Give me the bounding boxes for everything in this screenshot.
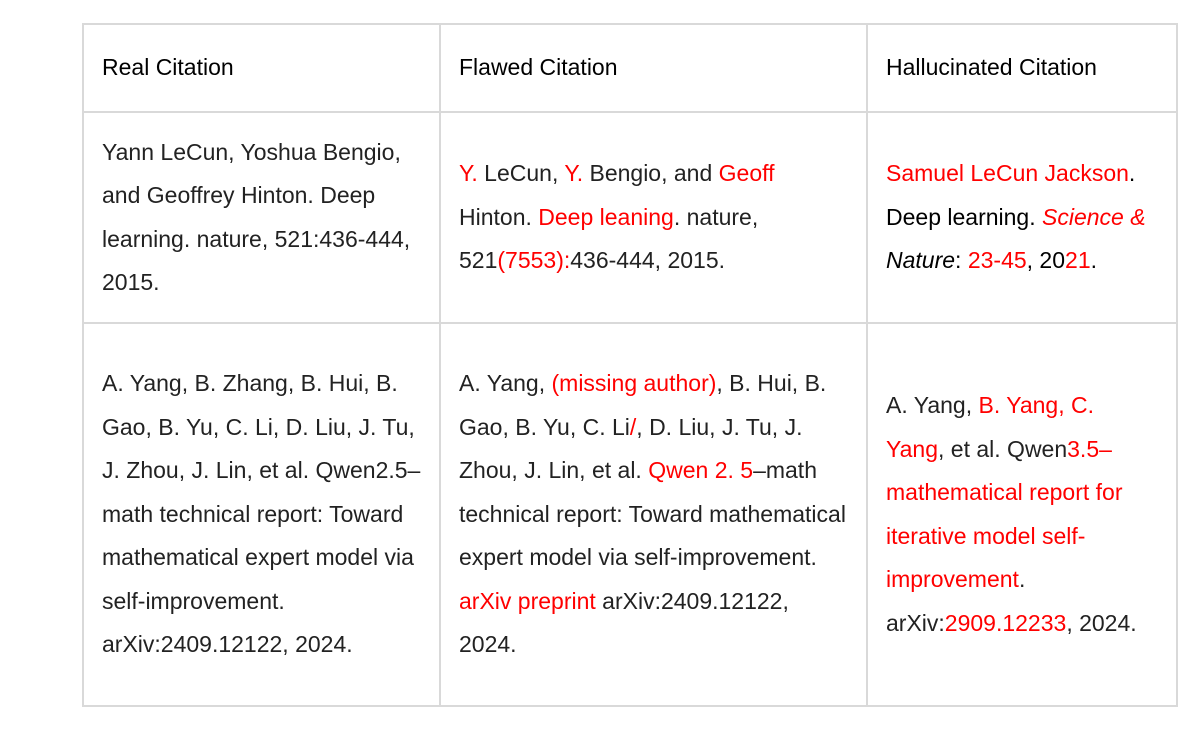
highlighted-error-text: 3.5–mathematical report for iterative model self-improvement bbox=[886, 435, 1123, 592]
highlighted-error-text: arXiv preprint bbox=[459, 587, 596, 614]
citation-text: A. Yang, B. Zhang, B. Hui, B. Gao, B. Yu, C. Li, D. Liu, J. Tu, J. Zhou, J. Lin, et al. Qwen2.5–math technical report: Toward mathematical expert model via self-improvement. arXiv:2409.12122, 2024. bbox=[102, 370, 421, 658]
highlighted-error-text: 21 bbox=[1065, 247, 1091, 274]
highlighted-error-text: 2909.12233 bbox=[944, 609, 1067, 636]
citation-text: , D. Liu, J. Tu, J. Zhou, J. Lin, et al. bbox=[459, 413, 803, 484]
citation-text: LeCun, bbox=[477, 160, 565, 187]
citation-text: arXiv:2409.12122, 2024. bbox=[459, 587, 789, 658]
hallucinated-citation-cell bbox=[867, 323, 1177, 706]
table-row bbox=[83, 112, 1177, 323]
highlighted-error-text: / bbox=[629, 413, 637, 440]
citation-text: Bengio, and bbox=[583, 160, 719, 187]
highlighted-error-text: (missing author) bbox=[551, 370, 717, 397]
highlighted-error-text: B. Yang, C. Yang bbox=[886, 392, 1094, 462]
table-row bbox=[83, 323, 1177, 706]
highlighted-error-text: Geoff bbox=[718, 160, 775, 187]
hallucinated-citation-cell bbox=[867, 112, 1177, 323]
citation-text: . arXiv: bbox=[886, 566, 1026, 636]
citation-text: Yann LeCun, Yoshua Bengio, and Geoffrey Hinton. Deep learning. nature, 521:436-444, 2015. bbox=[102, 138, 411, 295]
citation-text: , B. Hui, B. Gao, B. Yu, C. Li bbox=[459, 370, 827, 440]
citation-text: A. Yang, bbox=[459, 370, 552, 397]
citation-text: . Deep learning. bbox=[886, 160, 1136, 230]
citation-text: , 2024. bbox=[1066, 609, 1137, 636]
highlighted-error-text: Samuel LeCun Jackson bbox=[886, 160, 1129, 187]
citation-text: . bbox=[1090, 247, 1098, 274]
highlighted-error-text: Y. bbox=[564, 160, 584, 187]
highlighted-error-text: Science & bbox=[1042, 203, 1146, 230]
citation-text: . nature, 521 bbox=[459, 203, 759, 274]
citation-text: , 20 bbox=[1026, 247, 1066, 274]
citation-text: Hinton. bbox=[459, 203, 539, 230]
real-citation-cell bbox=[83, 112, 440, 323]
highlighted-error-text: Qwen 2. 5 bbox=[648, 457, 754, 484]
highlighted-error-text: (7553): bbox=[497, 247, 571, 274]
header-hallucinated-citation: Hallucinated Citation bbox=[867, 24, 1177, 112]
highlighted-error-text: Deep leaning bbox=[538, 203, 674, 230]
header-flawed-citation: Flawed Citation bbox=[440, 24, 867, 112]
highlighted-error-text: Y. bbox=[459, 160, 478, 187]
real-citation-cell bbox=[83, 323, 440, 706]
highlighted-error-text: 23-45 bbox=[967, 247, 1027, 274]
citation-text: 436-444, 2015. bbox=[570, 247, 725, 274]
citation-text: , et al. Qwen bbox=[938, 435, 1068, 462]
flawed-citation-cell bbox=[440, 323, 867, 706]
header-row bbox=[83, 24, 1177, 112]
citation-comparison-table bbox=[82, 23, 1178, 707]
citation-text: Nature bbox=[886, 247, 956, 274]
citation-text: : bbox=[955, 247, 968, 274]
header-real-citation: Real Citation bbox=[83, 24, 440, 112]
citation-text: –math technical report: Toward mathematical expert model via self-improvement. bbox=[459, 457, 846, 571]
flawed-citation-cell bbox=[440, 112, 867, 323]
citation-text: A. Yang, bbox=[886, 392, 979, 418]
